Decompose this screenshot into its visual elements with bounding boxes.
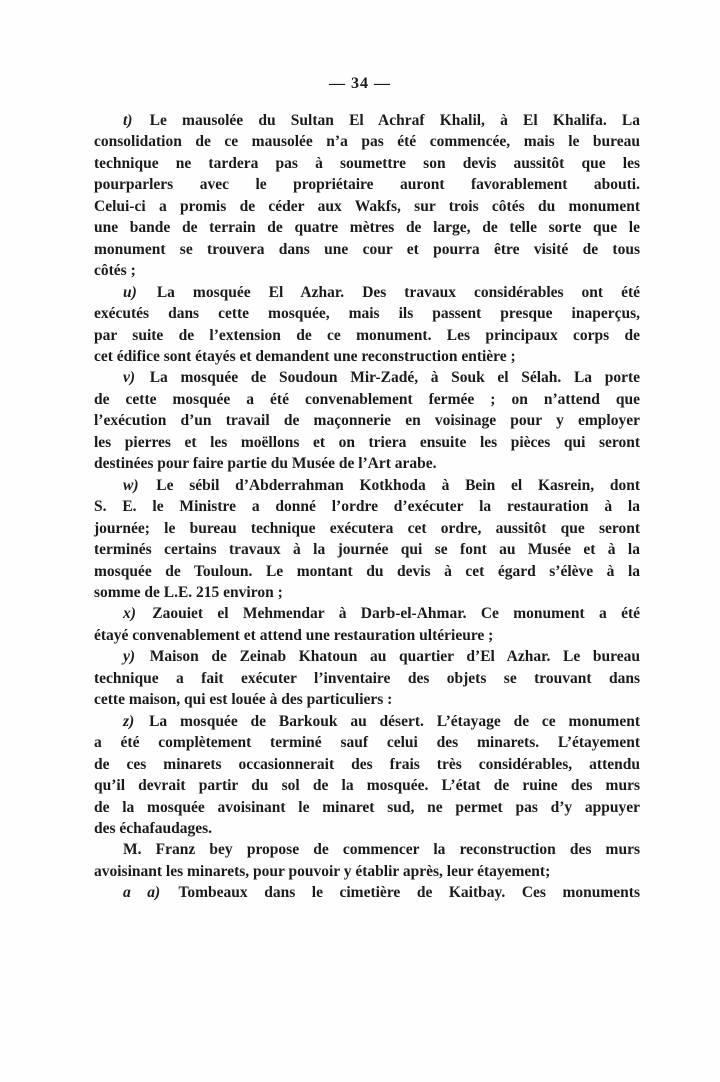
- text-line: l’exécution d’un travail de maçonnerie en voisinage pour y employer: [94, 412, 640, 430]
- text-line: étayé convenablement et attend une restauration ultérieure ;: [94, 626, 494, 644]
- text-line: M. Franz bey propose de commencer la reconstruction des murs: [123, 841, 640, 859]
- text-line: a été complètement terminé sauf celui des minarets. L’étayement: [94, 734, 640, 752]
- text-line: consolidation de ce mausolée n’a pas été commencée, mais le bureau: [94, 133, 640, 151]
- text-line: technique ne tardera pas à soumettre son devis aussitôt que les: [94, 154, 640, 172]
- text-line: somme de L.E. 215 environ ;: [94, 583, 283, 601]
- paragraph: [94, 282, 640, 368]
- text-line: les pierres et les moëllons et on triera ensuite les pièces qui seront: [94, 433, 640, 451]
- text-line: destinées pour faire partie du Musée de l’Art arabe.: [94, 455, 437, 473]
- text-line: v) La mosquée de Soudoun Mir-Zadé, à Souk el Sélah. La porte: [123, 369, 640, 387]
- item-label: a a): [123, 884, 161, 902]
- text-line: de ces minarets occasionnerait des frais très considérables, attendu: [94, 755, 640, 773]
- text-line: des échafaudages.: [94, 819, 212, 837]
- paragraph: [94, 711, 640, 840]
- text-line: technique a fait exécuter l’inventaire des objets se trouvant dans: [94, 669, 640, 687]
- paragraph: [94, 110, 640, 282]
- text-line: de la mosquée avoisinant le minaret sud, ne permet pas d’y appuyer: [94, 798, 640, 816]
- item-label: t): [123, 112, 133, 129]
- paragraph: [94, 475, 640, 604]
- text-line: avoisinant les minarets, pour pouvoir y établir après, leur étayement;: [94, 862, 551, 880]
- paragraph: [94, 839, 640, 882]
- text-line: w) Le sébil d’Abderrahman Kotkhoda à Bein el Kasrein, dont: [123, 476, 640, 494]
- text-line: cette maison, qui est louée à des particuliers :: [94, 691, 393, 709]
- text-line: mosquée de Touloun. Le montant du devis à cet égard s’élève à la: [94, 562, 640, 580]
- item-label: x): [123, 605, 136, 623]
- text-line: pourparlers avec le propriétaire auront favorablement abouti.: [94, 176, 640, 194]
- text-line: de cette mosquée a été convenablement fermée ; on n’attend que: [94, 390, 640, 408]
- page-number: — 34 —: [329, 75, 391, 92]
- text-block: [94, 110, 640, 904]
- text-line: y) Maison de Zeinab Khatoun au quartier d’El Azhar. Le bureau: [123, 648, 641, 666]
- text-line: exécutés dans cette mosquée, mais ils passent presque inaperçus,: [94, 305, 640, 323]
- item-label: z): [123, 712, 135, 730]
- text-line: journée; le bureau technique exécutera cet ordre, aussitôt que seront: [94, 519, 640, 537]
- item-label: w): [123, 476, 139, 494]
- text-line: Celui-ci a promis de céder aux Wakfs, sur trois côtés du monument: [94, 197, 640, 215]
- text-line: terminés certains travaux à la journée qui se font au Musée et à la: [94, 541, 640, 559]
- text-line: côtés ;: [94, 262, 136, 280]
- text-line: cet édifice sont étayés et demandent une reconstruction entière ;: [94, 347, 516, 365]
- paragraph: [94, 603, 640, 646]
- text-line: t) Le mausolée du Sultan El Achraf Khalil, à El Khalifa. La: [123, 112, 640, 129]
- text-line: monument se trouvera dans une cour et pourra être visité de tous: [94, 240, 640, 258]
- text-line: une bande de terrain de quatre mètres de large, de telle sorte que le: [94, 219, 640, 237]
- text-line: z) La mosquée de Barkouk au désert. L’étayage de ce monument: [123, 712, 641, 730]
- item-label: u): [123, 283, 137, 301]
- text-line: x) Zaouiet el Mehmendar à Darb-el-Ahmar. Ce monument a été: [123, 605, 641, 623]
- text-line: par suite de l’extension de ce monument. Les principaux corps de: [94, 326, 640, 344]
- text-line: S. E. le Ministre a donné l’ordre d’exécuter la restauration à la: [94, 498, 640, 516]
- text-line: qu’il devrait partir du sol de la mosquée. L’état de ruine des murs: [94, 777, 640, 795]
- item-label: y): [123, 648, 136, 666]
- paragraph: [94, 882, 640, 903]
- text-line: u) La mosquée El Azhar. Des travaux considérables ont été: [123, 283, 641, 301]
- text-line: a a) Tombeaux dans le cimetière de Kaitbay. Ces monuments: [123, 884, 640, 902]
- paragraph: [94, 646, 640, 710]
- item-label: v): [123, 369, 136, 387]
- paragraph: [94, 367, 640, 474]
